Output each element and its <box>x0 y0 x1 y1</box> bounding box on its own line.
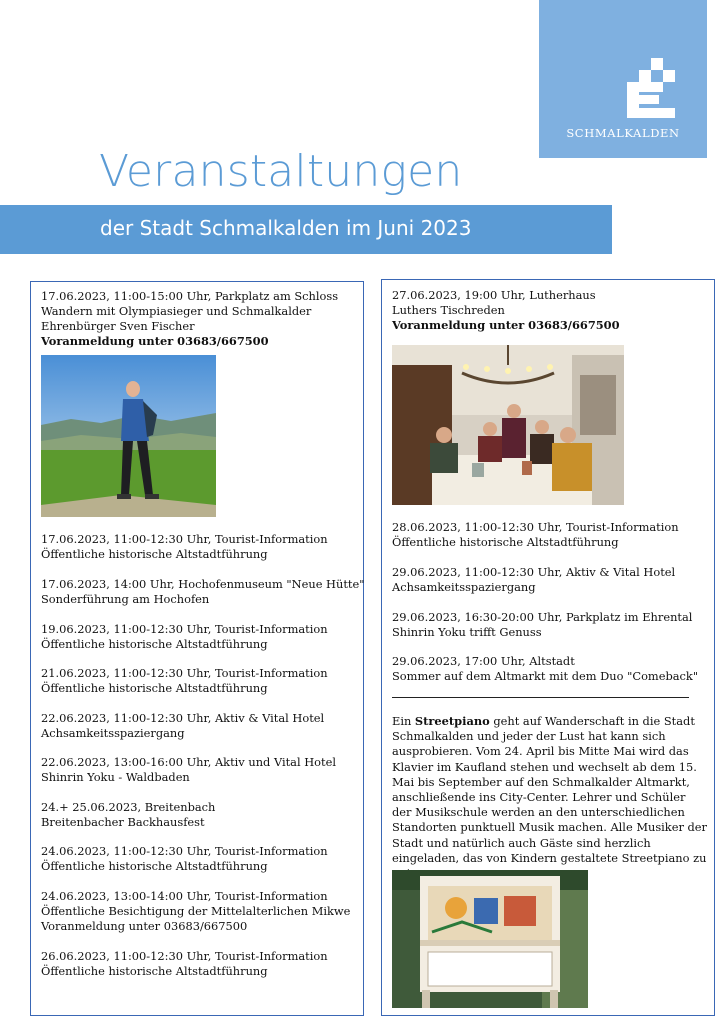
para-body: geht auf Wanderschaft in die Stadt Schmalkalden und jeder der Lust hat kann sich ausprobieren. Vom 24. April bis Mitte Mai wird das Klavier im Kaufland stehen und wechselt ab dem 15. Mai bis September auf den Schmalkalder Altmarkt, anschließende ins City-Center. Lehrer und Schüler der Musikschule werden an den unterschiedlichen Standorten punktuell Musik machen. Alle Musiker der Stadt und natürlich auch Gäste sind herzlich eingeladen, das von Kindern gestaltete Streetpiano zu <box>392 714 707 865</box>
event-line: Shinrin Yoku - Waldbaden <box>41 770 190 784</box>
event-line: Sonderführung am Hochofen <box>41 592 210 606</box>
event-registration: Voranmeldung unter 03683/667500 <box>392 318 620 332</box>
event-line: 24.+ 25.06.2023, Breitenbach <box>41 800 216 814</box>
event-line: 26.06.2023, 11:00-12:30 Uhr, Tourist-Information <box>41 949 328 963</box>
event-item <box>41 800 215 830</box>
tischreden-photo <box>392 345 624 505</box>
streetpiano-photo <box>392 870 588 1008</box>
section-divider <box>392 697 689 698</box>
event-line: 22.06.2023, 13:00-16:00 Uhr, Aktiv und Vital Hotel <box>41 755 336 769</box>
event-line: 27.06.2023, 19:00 Uhr, Lutherhaus <box>392 288 596 302</box>
event-item <box>392 520 679 550</box>
event-line: 29.06.2023, 11:00-12:30 Uhr, Aktiv & Vital Hotel <box>392 565 676 579</box>
event-line: 22.06.2023, 11:00-12:30 Uhr, Aktiv & Vital Hotel <box>41 711 325 725</box>
event-line: 17.06.2023, 14:00 Uhr, Hochofenmuseum "Neue Hütte" <box>41 577 365 591</box>
page-subtitle: der Stadt Schmalkalden im Juni 2023 <box>100 216 472 240</box>
event-line: Öffentliche historische Altstadtführung <box>41 681 268 695</box>
event-line: Breitenbacher Backhausfest <box>41 815 205 829</box>
event-line: 24.06.2023, 13:00-14:00 Uhr, Tourist-Information <box>41 889 328 903</box>
event-registration: Voranmeldung unter 03683/667500 <box>41 334 269 348</box>
streetpiano-paragraph <box>392 714 708 881</box>
event-item <box>392 610 692 640</box>
event-line: 29.06.2023, 17:00 Uhr, Altstadt <box>392 654 575 668</box>
left-column <box>30 281 364 1016</box>
hiker-photo <box>41 355 216 517</box>
subtitle-bar <box>0 205 612 254</box>
event-item <box>41 532 328 562</box>
event-item <box>41 577 364 607</box>
event-item <box>41 949 328 979</box>
para-keyword: Streetpiano <box>414 714 490 728</box>
event-tischreden <box>392 288 620 333</box>
para-intro: Ein <box>392 714 415 728</box>
event-item <box>392 565 675 595</box>
event-line: Öffentliche historische Altstadtführung <box>41 547 268 561</box>
event-item <box>41 844 328 874</box>
event-item <box>41 622 328 652</box>
event-line: 17.06.2023, 11:00-12:30 Uhr, Tourist-Information <box>41 532 328 546</box>
event-item <box>392 654 698 684</box>
event-line: 24.06.2023, 11:00-12:30 Uhr, Tourist-Information <box>41 844 328 858</box>
right-column <box>381 279 715 1016</box>
event-line: 21.06.2023, 11:00-12:30 Uhr, Tourist-Information <box>41 666 328 680</box>
event-line: Luthers Tischreden <box>392 303 505 317</box>
event-line: 28.06.2023, 11:00-12:30 Uhr, Tourist-Information <box>392 520 679 534</box>
event-item <box>41 666 328 696</box>
event-line: Achsamkeitsspaziergang <box>41 726 185 740</box>
event-item <box>41 711 324 741</box>
event-line: Öffentliche historische Altstadtführung <box>41 859 268 873</box>
event-line: Voranmeldung unter 03683/667500 <box>41 919 248 933</box>
event-line: Shinrin Yoku trifft Genuss <box>392 625 542 639</box>
event-line: 17.06.2023, 11:00-15:00 Uhr, Parkplatz am Schloss <box>41 289 339 303</box>
logo-text: SCHMALKALDEN <box>566 126 680 140</box>
event-line: Öffentliche historische Altstadtführung <box>41 964 268 978</box>
event-line: Öffentliche historische Altstadtführung <box>41 637 268 651</box>
event-line: Öffentliche Besichtigung der Mittelalterlichen Mikwe <box>41 904 351 918</box>
event-line: Sommer auf dem Altmarkt mit dem Duo "Comeback" <box>392 669 699 683</box>
event-wandern <box>41 289 338 349</box>
event-line: Öffentliche historische Altstadtführung <box>392 535 619 549</box>
event-line: Wandern mit Olympiasieger und Schmalkalder <box>41 304 312 318</box>
event-line: 29.06.2023, 16:30-20:00 Uhr, Parkplatz im Ehrental <box>392 610 693 624</box>
event-item <box>41 889 350 934</box>
event-line: Ehrenbürger Sven Fischer <box>41 319 195 333</box>
event-item <box>41 755 336 785</box>
event-line: 19.06.2023, 11:00-12:30 Uhr, Tourist-Information <box>41 622 328 636</box>
schmalkalden-logo <box>539 0 707 158</box>
page-title: Veranstaltungen <box>99 146 463 197</box>
event-line: Achsamkeitsspaziergang <box>392 580 536 594</box>
